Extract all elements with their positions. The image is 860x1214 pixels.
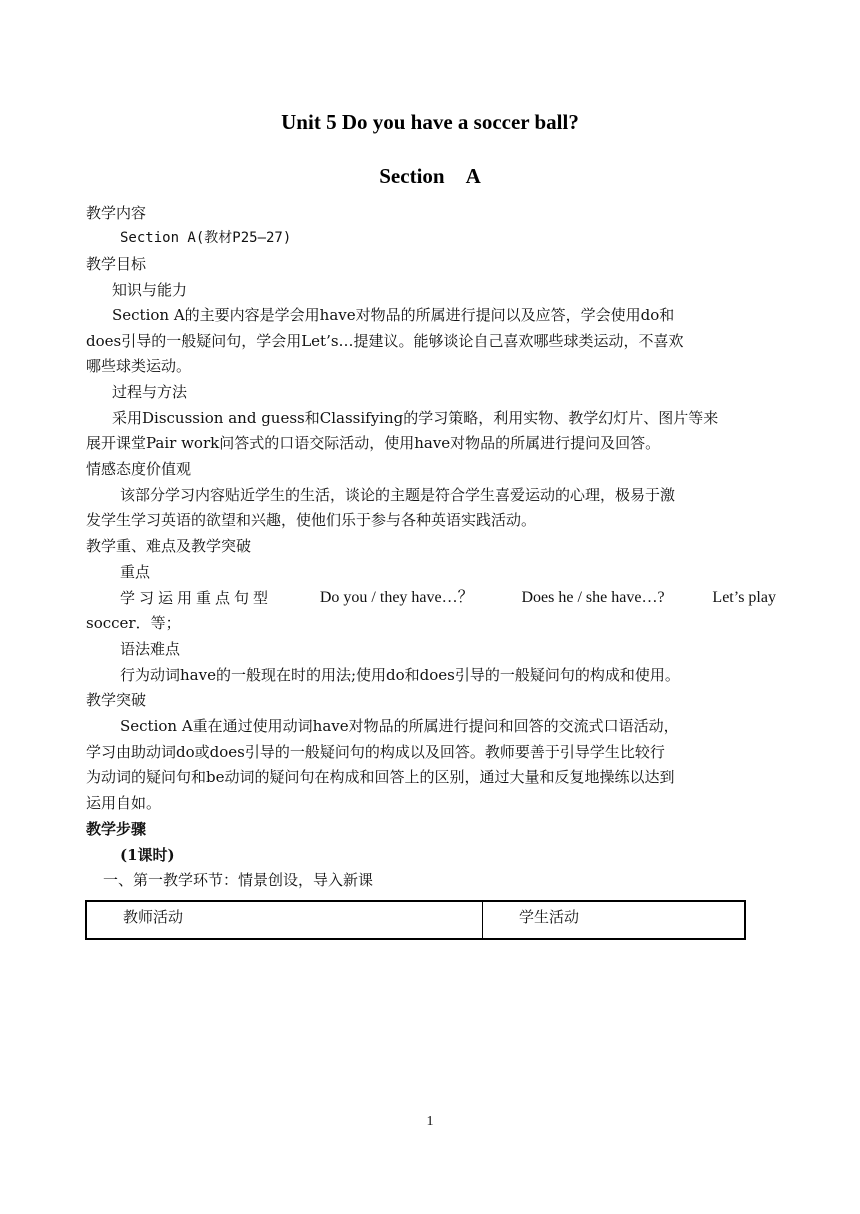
heading-steps: 教学步骤	[86, 820, 147, 838]
knowledge-line-3: 哪些球类运动。	[86, 357, 192, 375]
key-part-2: Do you / they have…？	[319, 589, 474, 606]
subheading-key: 重点	[120, 563, 151, 581]
key-line-1	[120, 588, 776, 608]
teacher-activity-header: 教师活动	[86, 901, 483, 939]
section-heading: Section A	[379, 164, 481, 188]
heading-goals: 教学目标	[86, 255, 147, 273]
student-activity-header: 学生活动	[483, 901, 746, 939]
attitude-line-2: 发学生学习英语的欲望和兴趣，使他们乐于参与各种英语实践活动。	[86, 511, 537, 529]
subheading-grammar: 语法难点	[120, 640, 181, 658]
break-line-3: 为动词的疑问句和be动词的疑问句在构成和回答上的区别，通过大量和反复地操练以达到	[86, 768, 675, 786]
knowledge-line-2: does引导的一般疑问句，学会用Let’s…提建议。能够谈论自己喜欢哪些球类运动，不喜欢	[86, 332, 684, 350]
page-number: 1	[426, 1114, 434, 1129]
process-line-1: 采用Discussion and guess和Classifying的学习策略，利用实物、教学幻灯片、图片等来	[112, 409, 719, 427]
key-part-4: Let’s play	[712, 589, 776, 606]
key-line-2: soccer．等；	[86, 614, 181, 632]
document-title: Unit 5 Do you have a soccer ball?	[281, 110, 579, 134]
process-line-2: 展开课堂Pair work问答式的口语交际活动，使用have对物品的所属进行提问及回答。	[86, 434, 661, 452]
heading-key-points: 教学重、难点及教学突破	[86, 537, 252, 555]
break-line-4: 运用自如。	[86, 794, 162, 812]
key-part-1: 学习运用重点句型	[120, 589, 273, 607]
subheading-process: 过程与方法	[112, 383, 188, 401]
steps-period: (1课时)	[120, 846, 175, 864]
heading-content: 教学内容	[86, 204, 147, 222]
subheading-knowledge: 知识与能力	[112, 281, 188, 299]
attitude-line-1: 该部分学习内容贴近学生的生活，谈论的主题是符合学生喜爱运动的心理，极易于激	[120, 486, 676, 504]
break-line-2: 学习由助动词do或does引导的一般疑问句的构成以及回答。教师要善于引导学生比较行	[86, 743, 665, 761]
heading-attitude: 情感态度价值观	[86, 460, 192, 478]
grammar-line-1: 行为动词have的一般现在时的用法;使用do和does引导的一般疑问句的构成和使用。	[120, 666, 680, 684]
knowledge-line-1: Section A的主要内容是学会用have对物品的所属进行提问以及应答，学会使用do和	[112, 306, 675, 324]
step-one-title: 一、第一教学环节：情景创设，导入新课	[103, 871, 374, 889]
key-part-3: Does he / she have…?	[521, 589, 665, 606]
activity-table	[85, 900, 746, 940]
heading-breakthrough: 教学突破	[86, 691, 147, 709]
break-line-1: Section A重在通过使用动词have对物品的所属进行提问和回答的交流式口语活动，	[120, 717, 679, 735]
content-text: Section A(教材P25—27)	[120, 230, 292, 246]
table-header-row	[86, 901, 745, 939]
